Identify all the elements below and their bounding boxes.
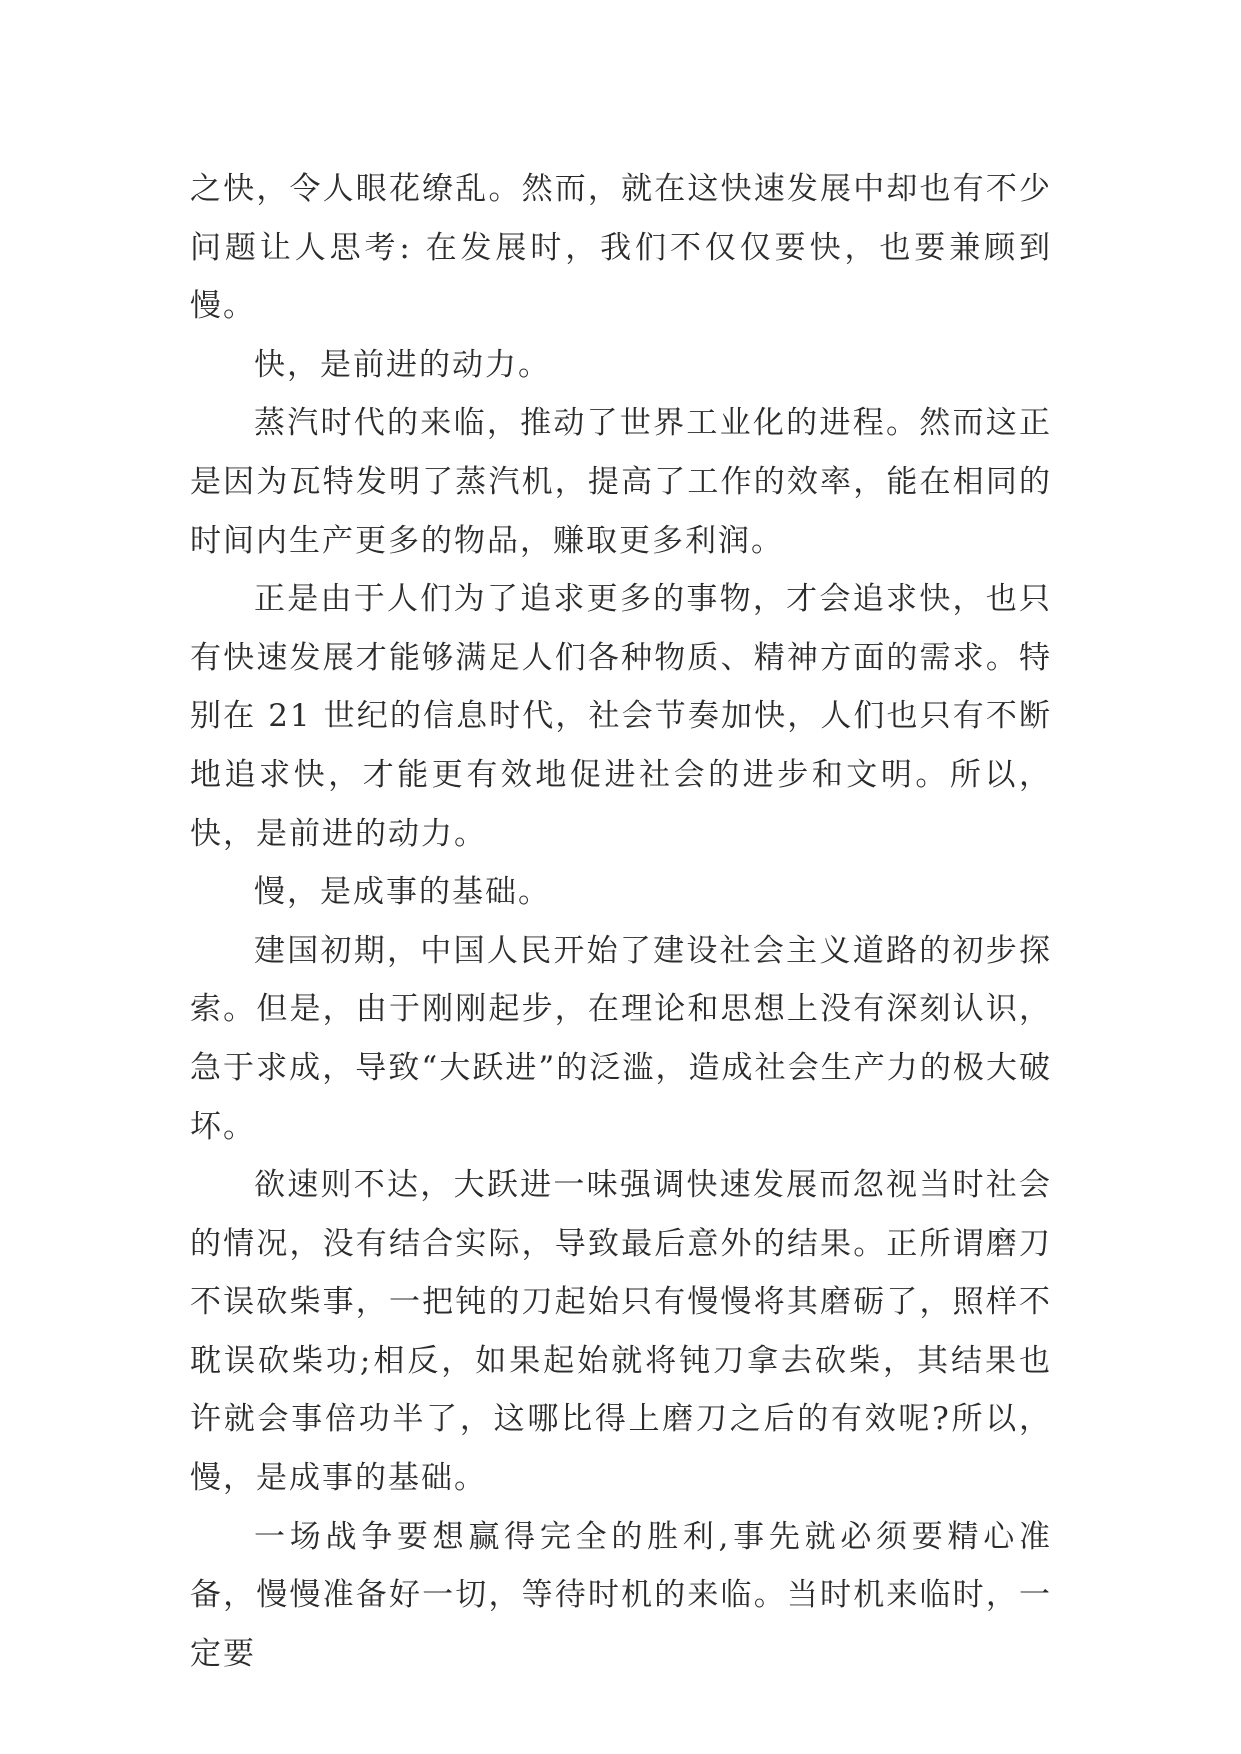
paragraph: 蒸汽时代的来临，推动了世界工业化的进程。然而这正是因为瓦特发明了蒸汽机，提高了工作的效率，能在相同的时间内生产更多的物品，赚取更多利润。 (190, 405, 1052, 559)
paragraph: 快，是前进的动力。 (254, 346, 551, 383)
document-body (190, 160, 1052, 1683)
paragraph: 一场战争要想赢得完全的胜利,事先就必须要精心准备，慢慢准备好一切，等待时机的来临。当时机来临时，一定要 (190, 1518, 1052, 1672)
paragraph: 正是由于人们为了追求更多的事物，才会追求快，也只有快速发展才能够满足人们各种物质、精神方面的需求。特别在 21 世纪的信息时代，社会节奏加快，人们也只有不断地追求快，才能更有效地促进社会的进步和文明。所以，快，是前进的动力。 (190, 581, 1052, 852)
paragraph: 欲速则不达，大跃进一味强调快速发展而忽视当时社会的情况，没有结合实际，导致最后意外的结果。正所谓磨刀不误砍柴事，一把钝的刀起始只有慢慢将其磨砺了，照样不耽误砍柴功;相反，如果起始就将钝刀拿去砍柴，其结果也许就会事倍功半了，这哪比得上磨刀之后的有效呢?所以，慢，是成事的基础。 (190, 1167, 1052, 1497)
paragraph: 建国初期，中国人民开始了建设社会主义道路的初步探索。但是，由于刚刚起步，在理论和思想上没有深刻认识，急于求成，导致“大跃进”的泛滥，造成社会生产力的极大破坏。 (190, 932, 1052, 1145)
paragraph: 慢，是成事的基础。 (254, 874, 551, 911)
paragraph: 之快，令人眼花缭乱。然而，就在这快速发展中却也有不少问题让人思考: 在发展时，我们不仅仅要快，也要兼顾到慢。 (190, 171, 1052, 325)
